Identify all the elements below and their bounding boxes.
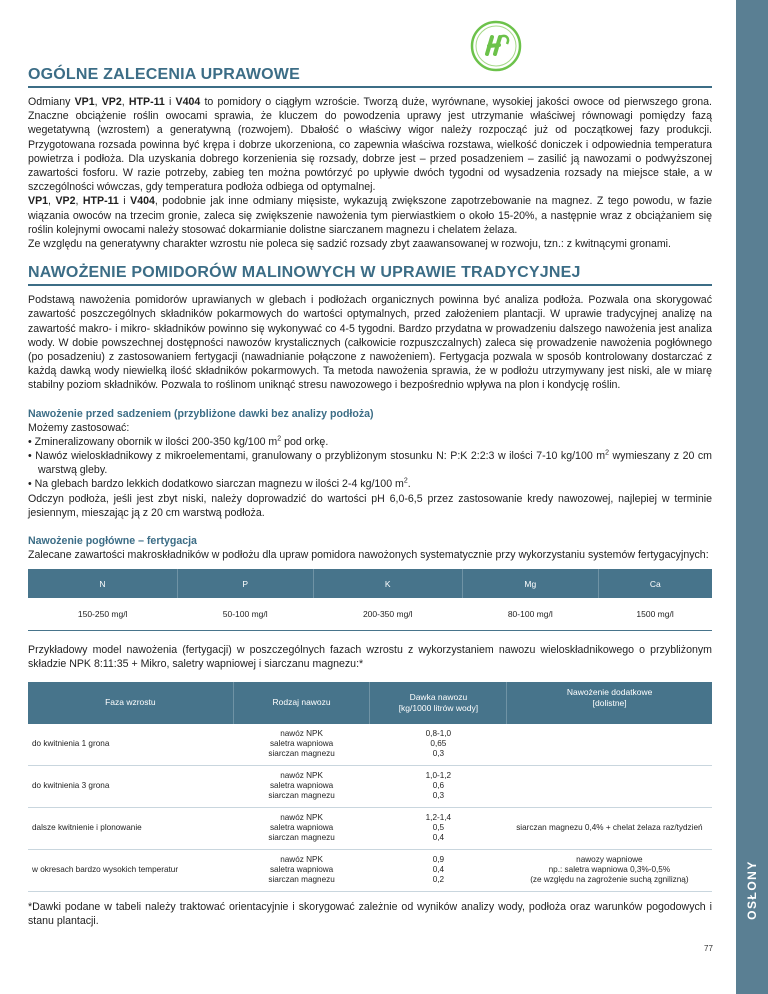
page-number: 77 <box>704 944 713 953</box>
table-row <box>28 807 712 849</box>
table-row <box>28 598 712 631</box>
table-cell: dalsze kwitnienie i plonowanie <box>28 807 233 849</box>
fertigation-model-table <box>28 682 712 892</box>
pre-planting-intro: Możemy zastosować: <box>28 421 130 434</box>
footnote: *Dawki podane w tabeli należy traktować orientacyjnie i skorygować zależnie od wyników analizy wody, podłoża oraz warunków pogodowych i stanu plantacji. <box>28 900 712 927</box>
divider <box>28 284 712 286</box>
table-cell: nawozy wapniowe np.: saletra wapniowa 0,3%-0,5% (ze względu na zagrożenie suchą zgnilizną) <box>507 849 712 891</box>
table-cell: 1,0-1,2 0,6 0,3 <box>370 765 507 807</box>
sidebar-label: OSŁONY <box>745 860 760 920</box>
table-cell: w okresach bardzo wysokich temperatur <box>28 849 233 891</box>
subheading-fertigation: Nawożenie pogłówne – fertygacja <box>28 535 197 548</box>
paragraph-general-3: Ze względu na generatywny charakter wzrostu nie poleca się sadzić rozsady zbyt zaawansowanej w rozwoju, tzn.: z kwitnącymi gronami. <box>28 238 671 251</box>
pre-planting-after: Odczyn podłoża, jeśli jest zbyt niski, należy doprowadzić do wartości pH 6,0-6,5 przez zastosowanie kredy nawozowej, najlepiej w terminie jesiennym, mieszając ją z 20 cm warstwą podłoża. <box>28 492 712 519</box>
divider <box>28 86 712 88</box>
page-content <box>28 66 712 928</box>
table-cell <box>507 724 712 766</box>
list-item: • Na glebach bardzo lekkich dodatkowo siarczan magnezu w ilości 2-4 kg/100 $m^2$. <box>28 477 411 491</box>
table-header-cell: Ca <box>598 569 712 598</box>
table-header-cell: Dawka nawozu [kg/1000 litrów wody] <box>370 682 507 724</box>
table-header-cell: Rodzaj nawozu <box>233 682 370 724</box>
brand-logo-icon <box>470 20 522 72</box>
subheading-pre-planting: Nawożenie przed sadzeniem (przybliżone dawki bez analizy podłoża) <box>28 407 374 420</box>
table-cell: do kwitnienia 1 grona <box>28 724 233 766</box>
table-cell: 150-250 mg/l <box>28 598 177 631</box>
paragraph-general-1: Odmiany VP1, VP2, HTP-11 i V404 to pomidory o ciągłym wzroście. Tworzą duże, wyrównane, wysokiej jakości owoce od pierwszego grona. Znaczne obciążenie roślin owocami sprawia, że kluczem do powodzenia uprawy jest utrzymanie właściwej równowagi pomiędzy fazą wegetatywną (wzrostem) a generatywną (rozwojem). Dbałość o właściwy wigor należy rozpocząć już od początkowej fazy produkcji. Przygotowana rozsada powinna być krępa i dobrze ukorzeniona, co zapewnia właściwa rozstawa, wielkość doniczek i odpowiednia temperatura powietrza i podłoża. Dla uzyskania dobrego korzenienia się rozsady, dobrze jest – przed posadzeniem – zasilić ją nawozami o podwyższonej zawartości fosforu. W razie potrzeby, zabieg ten można powtórzyć po upływie dwóch tygodni od wysadzenia rozsady na miejsce stałe, a w szczególności wówczas, gdy temperatura podłoża odbiega od optymalnej. <box>28 96 712 194</box>
list-item: • Nawóz wieloskładnikowy z mikroelementami, granulowany o przybliżonym stosunku N: P:K 2:2:3 w ilości 7-10 kg/100 $m^2$ wymieszany z 20 cm warstwą gleby. <box>28 449 712 477</box>
table-header-cell: N <box>28 569 177 598</box>
table-cell: 0,8-1,0 0,65 0,3 <box>370 724 507 766</box>
table-cell: 1,2-1,4 0,5 0,4 <box>370 807 507 849</box>
fertigation-intro: Zalecane zawartości makroskładników w podłożu dla upraw pomidora nawożonych systematycznie przy wykorzystaniu systemów fertygacyjnych: <box>28 549 709 562</box>
table-cell: nawóz NPK saletra wapniowa siarczan magnezu <box>233 765 370 807</box>
table-row <box>28 849 712 891</box>
table-cell <box>507 765 712 807</box>
table-header-row <box>28 569 712 598</box>
table-cell: do kwitnienia 3 grona <box>28 765 233 807</box>
pre-planting-list <box>28 435 712 492</box>
table-cell: siarczan magnezu 0,4% + chelat żelaza raz/tydzień <box>507 807 712 849</box>
section-title-general: OGÓLNE ZALECENIA UPRAWOWE <box>28 66 300 83</box>
list-item: • Zmineralizowany obornik w ilości 200-350 kg/100 $m^2$ pod orkę. <box>28 435 329 448</box>
table-header-cell: Faza wzrostu <box>28 682 233 724</box>
table-row <box>28 765 712 807</box>
table-cell: nawóz NPK saletra wapniowa siarczan magnezu <box>233 849 370 891</box>
macronutrient-table <box>28 569 712 631</box>
table-cell: nawóz NPK saletra wapniowa siarczan magnezu <box>233 724 370 766</box>
table-header-row <box>28 682 712 724</box>
table-header-cell: K <box>313 569 462 598</box>
table-cell: nawóz NPK saletra wapniowa siarczan magnezu <box>233 807 370 849</box>
table-cell: 0,9 0,4 0,2 <box>370 849 507 891</box>
table-header-cell: Mg <box>462 569 598 598</box>
fertigation-model-intro: Przykładowy model nawożenia (fertygacji) w poszczególnych fazach wzrostu z wykorzystaniem nawozu wieloskładnikowego o przybliżonym składzie NPK 8:11:35 + Mikro, saletry wapniowej i siarczanu magnezu:* <box>28 644 712 671</box>
table-cell: 200-350 mg/l <box>313 598 462 631</box>
table-header-cell: P <box>177 569 313 598</box>
table-header-cell: Nawożenie dodatkowe [dolistne] <box>507 682 712 724</box>
table-cell: 1500 mg/l <box>598 598 712 631</box>
table-row <box>28 724 712 766</box>
paragraph-fertilization: Podstawą nawożenia pomidorów uprawianych w glebach i podłożach organicznych powinna być analiza podłoża. Pozwala ona skorygować zawartość poszczególnych składników pokarmowych do wartości optymalnych, przed założeniem plantacji. W uprawie tradycyjnej analizę na zawartość makro- i mikro- składników powinno się wykonywać co 4-5 tygodni. Bardzo przydatna w prowadzeniu dalszego nawożenia jest analiza wody. W dobie powszechnej dostępności nawozów krystalicznych (całkowicie rozpuszczalnych) zaleca się prowadzenie nawożenia pogłównego (po posadzeniu) z zastosowaniem fertygacji (nawadnianie połączone z nawożeniem). Fertygacja pozwala w sposób kontrolowany dostarczać z każdą dawką wody niewielką ilość składników pokarmowych. Ta metoda nawożenia sprawia, że w podłożu utrzymywany jest niski, ale w miarę stabilny poziom składników. Pozwala to roślinom uniknąć stresu nawozowego i bezpośrednio wpływa na plon i kondycję roślin. <box>28 294 712 392</box>
section-title-fertilization: NAWOŻENIE POMIDORÓW MALINOWYCH W UPRAWIE TRADYCYJNEJ <box>28 264 581 282</box>
table-cell: 50-100 mg/l <box>177 598 313 631</box>
sidebar-band <box>736 0 768 994</box>
table-cell: 80-100 mg/l <box>462 598 598 631</box>
paragraph-general-2: VP1, VP2, HTP-11 i V404, podobnie jak inne odmiany mięsiste, wykazują zwiększone zapotrzebowanie na magnez. Z tego powodu, w fazie wiązania owoców na trzecim gronie, zaleca się zwiększenie nawożenia tym pierwiastkiem o około 15-20%, a następnie wraz z obciążaniem się roślin kolejnymi owocami należy stosować dokarmianie dolistne siarczanem magnezu i chelatem żelaza. <box>28 195 712 236</box>
